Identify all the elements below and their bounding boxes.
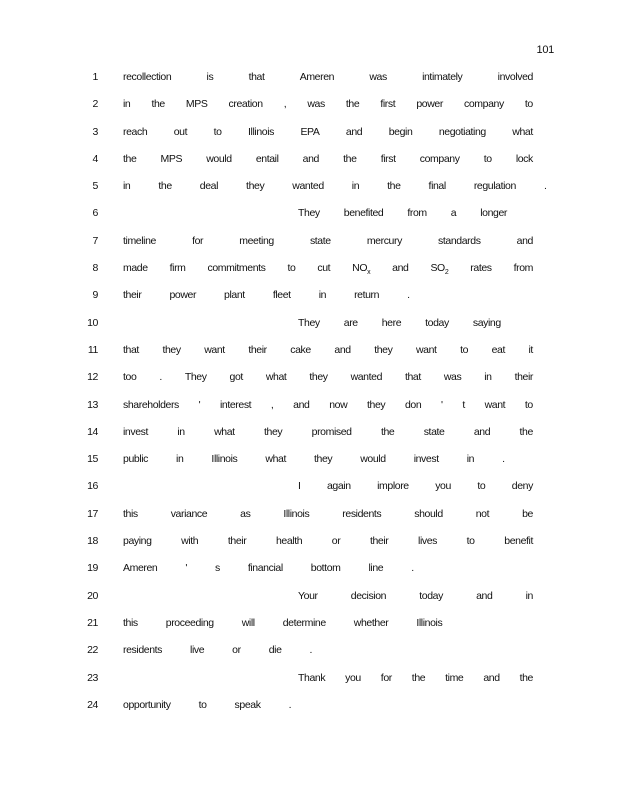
word: and	[392, 262, 409, 275]
word: what	[512, 125, 533, 138]
word: plant	[224, 289, 245, 302]
word: and	[516, 234, 533, 247]
line-number: 23	[87, 671, 98, 684]
word: implore	[377, 480, 409, 493]
transcript-line	[0, 508, 618, 535]
transcript-line	[0, 289, 618, 316]
line-number: 9	[92, 289, 98, 302]
word: the	[158, 180, 172, 193]
transcript-line	[0, 399, 618, 426]
transcript-line	[0, 262, 618, 289]
line-text	[123, 699, 533, 711]
word: too	[123, 371, 137, 384]
word: benefit	[504, 535, 533, 548]
word: their	[227, 535, 247, 548]
word: would	[206, 152, 232, 165]
word: '	[441, 398, 443, 411]
word: their	[369, 535, 389, 548]
word: the	[387, 180, 401, 193]
word: want	[204, 343, 225, 356]
word: cut	[317, 262, 331, 275]
word: Illinois	[416, 616, 443, 629]
word: the	[345, 98, 360, 111]
word: will	[241, 616, 255, 629]
line-text	[123, 289, 533, 301]
word: bottom	[310, 562, 341, 575]
word: s	[214, 562, 220, 575]
word: '	[198, 398, 201, 411]
line-number: 2	[92, 98, 98, 111]
word: are	[343, 316, 358, 329]
word: .	[407, 289, 410, 302]
transcript-line	[0, 644, 618, 671]
word: firm	[169, 262, 186, 275]
transcript-line	[0, 235, 618, 262]
line-number: 19	[87, 562, 98, 575]
word: invest	[123, 425, 149, 438]
word: lives	[418, 535, 438, 548]
word: mercury	[366, 234, 402, 247]
word: invest	[413, 453, 439, 466]
word: Illinois	[283, 507, 310, 520]
word: variance	[170, 507, 208, 520]
word: MPS	[160, 152, 183, 165]
word: that	[123, 343, 139, 356]
word: not	[475, 507, 490, 520]
line-text	[123, 562, 533, 574]
word: negotiating	[438, 125, 486, 138]
line-number: 24	[87, 698, 98, 711]
word: to	[524, 398, 533, 411]
word: their	[514, 371, 533, 384]
word: was	[369, 71, 387, 83]
transcript-line	[0, 590, 618, 617]
word: the	[151, 98, 165, 111]
word: Your	[298, 589, 318, 602]
word: reach	[123, 125, 148, 138]
line-text	[123, 508, 533, 520]
word: they	[264, 425, 283, 438]
line-text	[298, 480, 533, 492]
word: longer	[480, 207, 508, 220]
word: ,	[283, 98, 287, 111]
word: company	[464, 98, 504, 111]
word: it	[528, 343, 533, 356]
word: and	[302, 152, 319, 165]
word: in	[525, 589, 533, 602]
word: They	[298, 316, 320, 329]
word: in	[484, 371, 492, 384]
line-text	[298, 317, 533, 329]
transcript-line	[0, 535, 618, 562]
word: opportunity	[123, 698, 171, 711]
line-text	[123, 617, 533, 629]
word: wanted	[350, 371, 383, 384]
line-number: 13	[87, 398, 98, 411]
line-number: 20	[87, 589, 98, 602]
word: to	[483, 152, 492, 165]
transcript-lines	[0, 71, 618, 726]
word: They	[184, 371, 207, 384]
transcript-line	[0, 207, 618, 234]
line-number: 4	[92, 152, 98, 165]
word: wanted	[292, 180, 324, 193]
word: and	[293, 398, 310, 411]
word: to	[213, 125, 222, 138]
word: decision	[350, 589, 387, 602]
word: begin	[388, 125, 413, 138]
line-text	[123, 535, 533, 547]
word: $NO_x$	[352, 262, 371, 277]
word: you	[345, 671, 361, 684]
word: MPS	[185, 98, 208, 111]
word: in	[123, 180, 131, 193]
word: made	[123, 262, 148, 275]
word: deny	[511, 480, 533, 493]
word: .	[288, 698, 292, 711]
word: out	[173, 125, 188, 138]
word: the	[519, 425, 533, 438]
word: today	[419, 589, 443, 602]
word: to	[524, 98, 533, 111]
word: creation	[228, 98, 263, 111]
word: they	[162, 343, 181, 356]
word: .	[502, 453, 505, 466]
word: benefited	[343, 207, 384, 220]
word: want	[415, 343, 437, 356]
word: .	[159, 371, 162, 384]
line-number: 11	[87, 343, 98, 356]
word: here	[381, 316, 402, 329]
word: the	[343, 152, 357, 165]
word: $SO_2$	[430, 262, 449, 277]
word: in	[177, 425, 185, 438]
word: or	[232, 644, 241, 657]
word: residents	[123, 644, 163, 657]
transcript-line	[0, 562, 618, 589]
word: was	[443, 371, 462, 384]
word: and	[345, 125, 363, 138]
word: residents	[342, 507, 382, 520]
line-number: 17	[87, 507, 98, 520]
word: Thank	[298, 671, 326, 684]
word: power	[169, 289, 197, 302]
word: now	[329, 398, 348, 411]
word: interest	[219, 398, 252, 411]
transcript-line	[0, 98, 618, 125]
line-number: 15	[87, 453, 98, 466]
transcript-line	[0, 453, 618, 480]
word: saying	[472, 316, 501, 329]
word: and	[476, 589, 493, 602]
line-text	[298, 590, 533, 602]
word: regulation	[473, 180, 516, 193]
transcript-line	[0, 180, 618, 207]
word: in	[318, 289, 327, 302]
line-text	[123, 235, 533, 247]
word: promised	[311, 425, 352, 438]
word: you	[435, 480, 451, 493]
word: is	[206, 71, 214, 83]
transcript-line	[0, 153, 618, 180]
word: EPA	[300, 125, 320, 138]
word: time	[445, 671, 464, 684]
transcript-line	[0, 426, 618, 453]
word: for	[192, 234, 204, 247]
word: got	[229, 371, 243, 384]
line-number: 3	[92, 125, 98, 138]
word: what	[214, 425, 235, 438]
word: in	[351, 180, 360, 193]
word: in	[176, 453, 184, 466]
word: the	[123, 152, 137, 165]
transcript-line	[0, 699, 618, 726]
word: to	[198, 698, 207, 711]
word: they	[314, 453, 333, 466]
word: the	[411, 671, 426, 684]
word: they	[246, 180, 265, 193]
word: financial	[247, 562, 283, 575]
word: was	[307, 98, 325, 111]
word: proceeding	[165, 616, 214, 629]
line-text	[123, 153, 533, 165]
word: or	[331, 535, 341, 548]
word: recollection	[123, 71, 172, 83]
line-number: 7	[92, 234, 98, 247]
line-number: 6	[92, 207, 98, 220]
word: deal	[199, 180, 219, 193]
word: from	[407, 207, 427, 220]
word: Ameren	[123, 562, 158, 575]
line-text	[123, 644, 533, 656]
word: their	[123, 289, 142, 302]
word: .	[309, 644, 313, 657]
word: standards	[438, 234, 481, 247]
word: power	[416, 98, 443, 111]
word: a	[450, 207, 457, 220]
word: that	[248, 71, 265, 83]
line-number: 12	[87, 371, 98, 384]
word: line	[368, 562, 384, 575]
word: and	[473, 425, 491, 438]
line-number: 16	[87, 480, 98, 493]
page-number: 101	[536, 44, 554, 56]
line-text	[123, 126, 533, 138]
word: meeting	[239, 234, 274, 247]
word: and	[334, 343, 351, 356]
transcript-line	[0, 344, 618, 371]
word: with	[181, 535, 199, 548]
word: .	[411, 562, 414, 575]
word: first	[380, 152, 396, 165]
word: this	[123, 616, 138, 629]
word: in	[123, 98, 131, 111]
word: that	[404, 371, 421, 384]
word: be	[522, 507, 533, 520]
word: the	[519, 671, 533, 684]
line-number: 5	[92, 180, 98, 193]
word: timeline	[123, 234, 156, 247]
word: to	[477, 480, 486, 493]
word: should	[414, 507, 443, 520]
transcript-line	[0, 672, 618, 699]
word: to	[460, 343, 469, 356]
word: what	[265, 453, 286, 466]
line-text	[123, 180, 547, 193]
word: live	[190, 644, 205, 657]
word: health	[275, 535, 303, 548]
word: I	[298, 480, 301, 493]
word: state	[423, 425, 445, 438]
word: in	[466, 453, 475, 466]
word: involved	[497, 71, 533, 83]
transcript-line	[0, 617, 618, 644]
word: intimately	[422, 71, 463, 83]
word: die	[268, 644, 282, 657]
word: as	[240, 507, 251, 520]
word: return	[354, 289, 380, 302]
word: commitments	[207, 262, 266, 275]
word: don	[404, 398, 422, 411]
transcript-line	[0, 71, 618, 98]
word: company	[419, 152, 460, 165]
line-number: 18	[87, 535, 98, 548]
word: determine	[282, 616, 326, 629]
line-text	[123, 371, 533, 383]
word: they	[366, 398, 386, 411]
word: from	[513, 262, 533, 275]
word: want	[484, 398, 506, 411]
word: and	[483, 671, 500, 684]
word: speak	[234, 698, 261, 711]
word: eat	[491, 343, 505, 356]
word: for	[380, 671, 392, 684]
word: to	[466, 535, 475, 548]
word: whether	[353, 616, 389, 629]
word: entail	[255, 152, 279, 165]
word: they	[374, 343, 393, 356]
line-number: 8	[92, 262, 98, 275]
word: today	[425, 316, 449, 329]
transcript-line	[0, 371, 618, 398]
word: Illinois	[211, 453, 238, 466]
word: to	[287, 262, 296, 275]
word: cake	[290, 343, 311, 356]
word: would	[360, 453, 386, 466]
word: rates	[470, 262, 492, 275]
word: public	[123, 453, 149, 466]
line-text	[123, 71, 533, 83]
word: their	[248, 343, 267, 356]
line-number: 22	[87, 644, 98, 657]
line-text	[123, 262, 533, 276]
line-text	[298, 207, 533, 219]
transcript-line	[0, 480, 618, 507]
line-text	[123, 453, 533, 465]
word: what	[265, 371, 287, 384]
word: t	[462, 398, 465, 411]
transcript-line	[0, 126, 618, 153]
word: ,	[270, 398, 274, 411]
word: state	[309, 234, 331, 247]
line-text	[123, 399, 533, 411]
word: first	[380, 98, 396, 111]
word: final	[428, 180, 446, 193]
line-number: 21	[87, 616, 98, 629]
transcript-line	[0, 317, 618, 344]
word: shareholders	[123, 398, 179, 411]
word: fleet	[272, 289, 291, 302]
line-text	[298, 672, 533, 684]
word: .	[543, 180, 547, 193]
line-text	[123, 344, 533, 356]
word: again	[326, 480, 351, 493]
word: Illinois	[248, 125, 274, 138]
line-text	[123, 98, 533, 110]
word: the	[380, 425, 395, 438]
word: they	[309, 371, 328, 384]
line-number: 14	[87, 425, 98, 438]
word: Ameren	[299, 71, 335, 83]
word: this	[123, 507, 138, 520]
word: They	[298, 207, 320, 220]
word: '	[185, 562, 187, 575]
line-number: 10	[87, 316, 98, 329]
line-number: 1	[92, 71, 98, 83]
word: lock	[515, 152, 533, 165]
line-text	[123, 426, 533, 438]
word: paying	[123, 535, 152, 548]
